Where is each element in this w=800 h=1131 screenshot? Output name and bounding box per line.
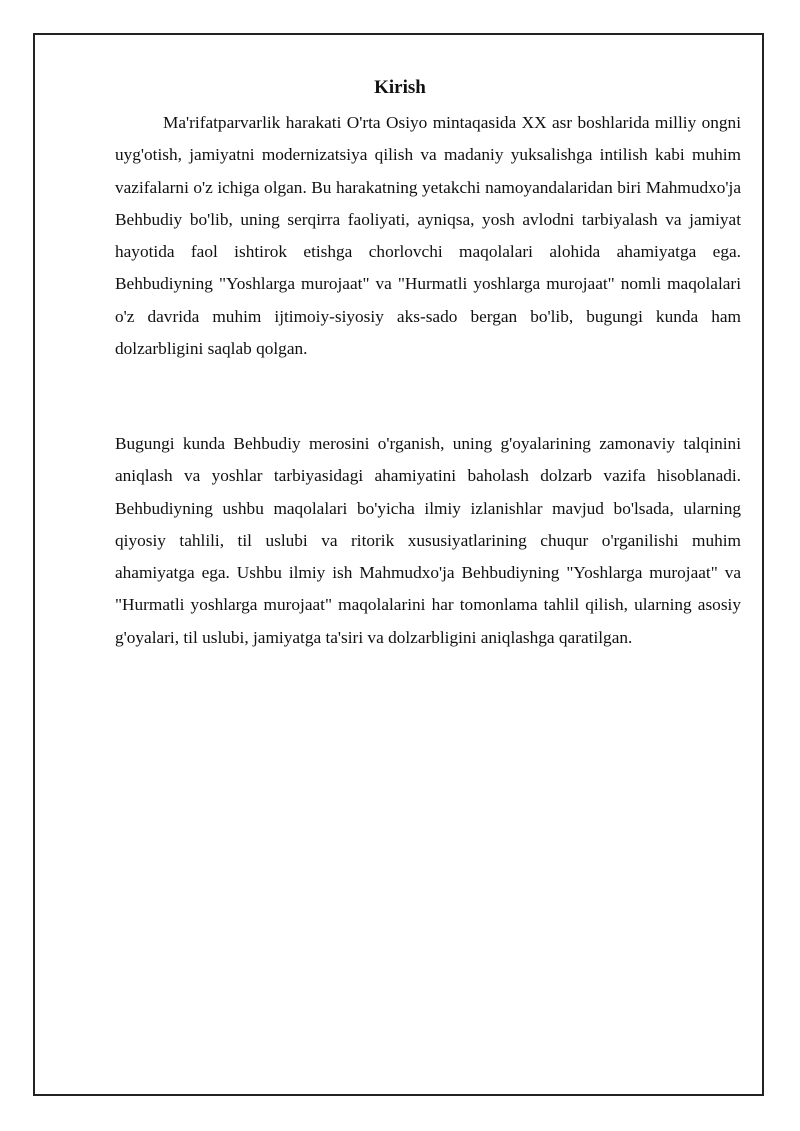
- page-title: Kirish: [374, 77, 426, 98]
- paragraph-relevance: Bugungi kunda Behbudiy merosini o'rganish, uning g'oyalarining zamonaviy talqinini aniqlash va yoshlar tarbiyasidagi ahamiyatini baholash dolzarb vazifa hisoblanadi. Behbudiyning ushbu maqolalari bo'yicha ilmiy izlanishlar mavjud bo'lsada, ularning qiyosiy tahlili, til uslubi va ritorik xususiyatlarining chuqur o'rganilishi muhim ahamiyatga ega. Ushbu ilmiy ish Mahmudxo'ja Behbudiyning "Yoshlarga murojaat" va "Hurmatli yoshlarga murojaat" maqolalarini har tomonlama tahlil qilish, ularning asosiy g'oyalari, til uslubi, jamiyatga ta'siri va dolzarbligini aniqlashga qaratilgan.: [115, 434, 741, 647]
- paragraph-intro: Ma'rifatparvarlik harakati O'rta Osiyo mintaqasida XX asr boshlarida milliy ongni uyg'otish, jamiyatni modernizatsiya qilish va madaniy yuksalishga intilish kabi muhim vazifalarni o'z ichiga olgan. Bu harakatning yetakchi namoyandalaridan biri Mahmudxo'ja Behbudiy bo'lib, uning serqirra faoliyati, ayniqsa, yosh avlodni tarbiyalash va jamiyat hayotida faol ishtirok etishga chorlovchi maqolalari alohida ahamiyatga ega. Behbudiyning "Yoshlarga murojaat" va "Hurmatli yoshlarga murojaat" nomli maqolalari o'z davrida muhim ijtimoiy-siyosiy aks-sado bergan bo'lib, bugungi kunda ham dolzarbligini saqlab qolgan.: [115, 113, 741, 359]
